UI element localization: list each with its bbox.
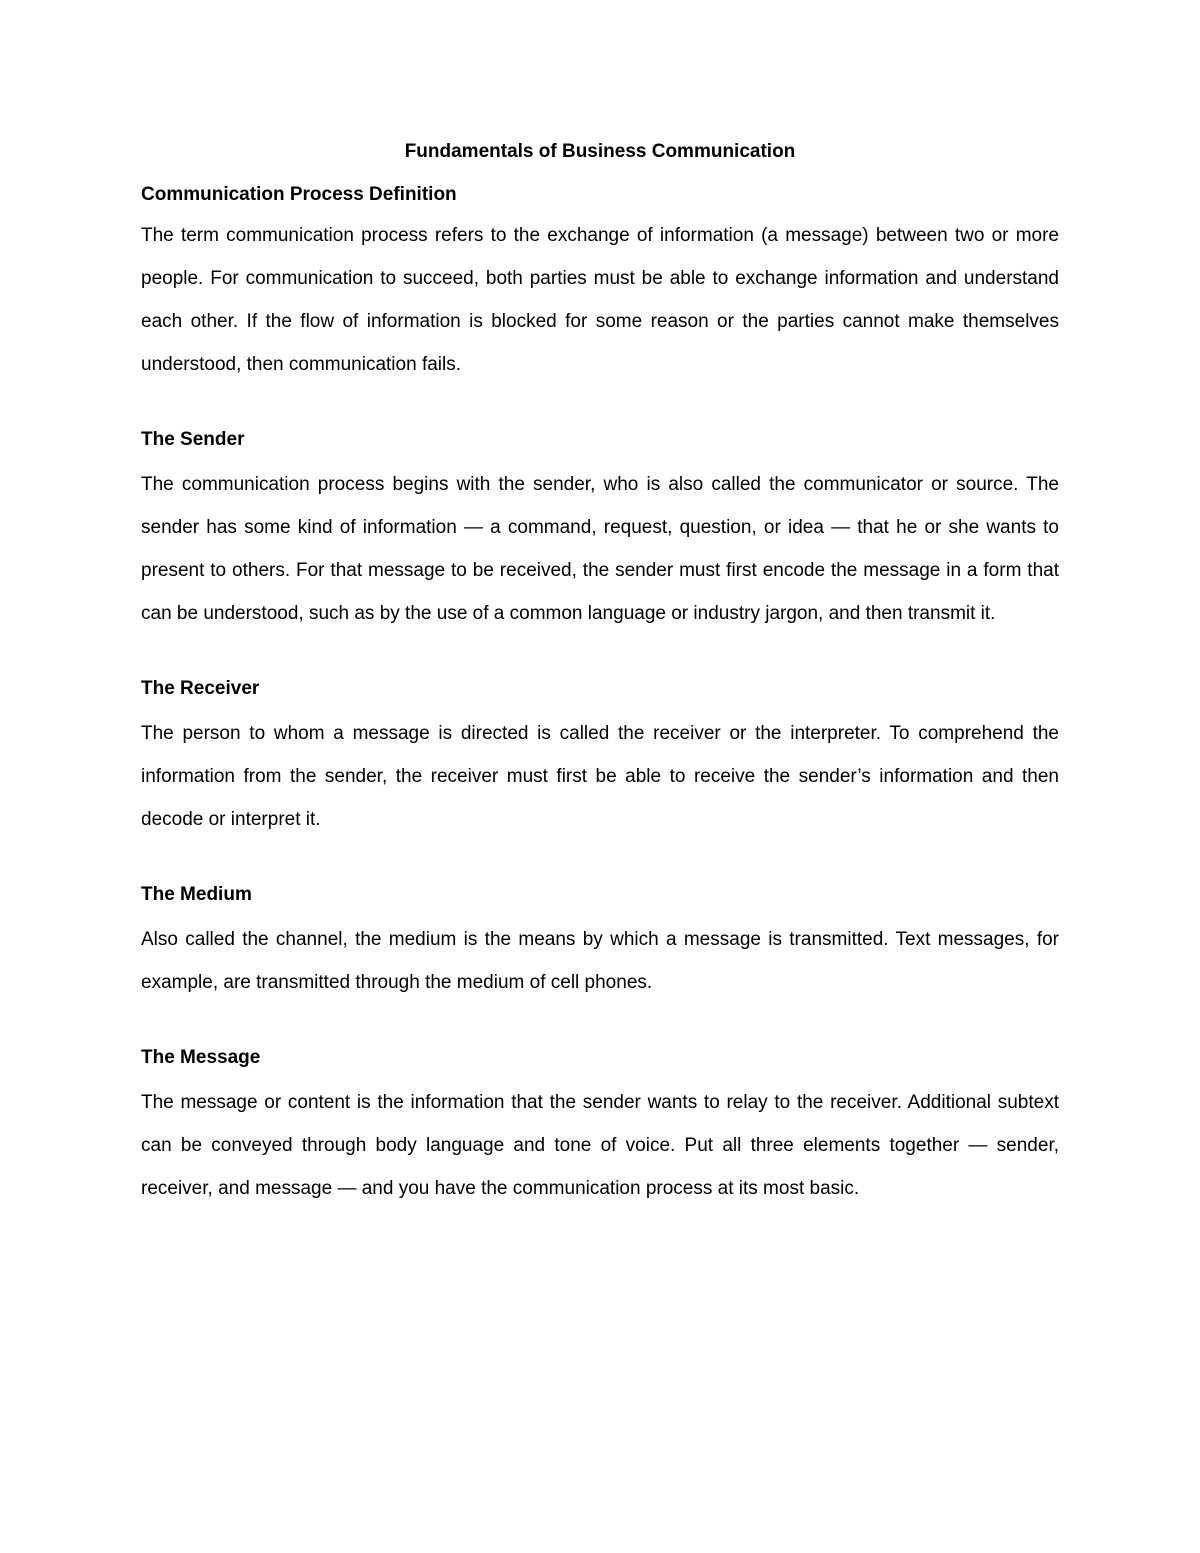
section-message bbox=[141, 1047, 1059, 1210]
section-heading: The Medium bbox=[141, 884, 252, 905]
spacer bbox=[141, 841, 1059, 884]
section-paragraph: The message or content is the information that the sender wants to relay to the receiver. Additional subtext can be conveyed through body language and tone of voice. Put all three elements together — sender, receiver, and message — and you have the communication process at its most basic. bbox=[141, 1092, 1059, 1199]
spacer bbox=[141, 386, 1059, 429]
section-paragraph: Also called the channel, the medium is the means by which a message is transmitted. Text messages, for example, are transmitted through the medium of cell phones. bbox=[141, 929, 1059, 993]
section-heading: The Sender bbox=[141, 429, 245, 450]
section-paragraph: The term communication process refers to the exchange of information (a message) between two or more people. For communication to succeed, both parties must be able to exchange information and understand each other. If the flow of information is blocked for some reason or the parties cannot make themselves understood, then communication fails. bbox=[141, 225, 1059, 375]
section-paragraph: The person to whom a message is directed is called the receiver or the interpreter. To comprehend the information from the sender, the receiver must first be able to receive the sender’s information and then decode or interpret it. bbox=[141, 723, 1059, 830]
document-page bbox=[141, 140, 1059, 1210]
section-heading: Communication Process Definition bbox=[141, 184, 457, 205]
document-title: Fundamentals of Business Communication bbox=[404, 141, 796, 162]
section-receiver bbox=[141, 678, 1059, 841]
spacer bbox=[141, 635, 1059, 678]
section-sender bbox=[141, 429, 1059, 635]
section-paragraph: The communication process begins with the sender, who is also called the communicator or source. The sender has some kind of information — a command, request, question, or idea — that he or she wants to present to others. For that message to be received, the sender must first encode the message in a form that can be understood, such as by the use of a common language or industry jargon, and then transmit it. bbox=[141, 474, 1059, 624]
section-medium bbox=[141, 884, 1059, 1004]
spacer bbox=[141, 1004, 1059, 1047]
section-heading: The Message bbox=[141, 1047, 261, 1068]
section-definition bbox=[141, 184, 1059, 386]
section-heading: The Receiver bbox=[141, 678, 260, 699]
